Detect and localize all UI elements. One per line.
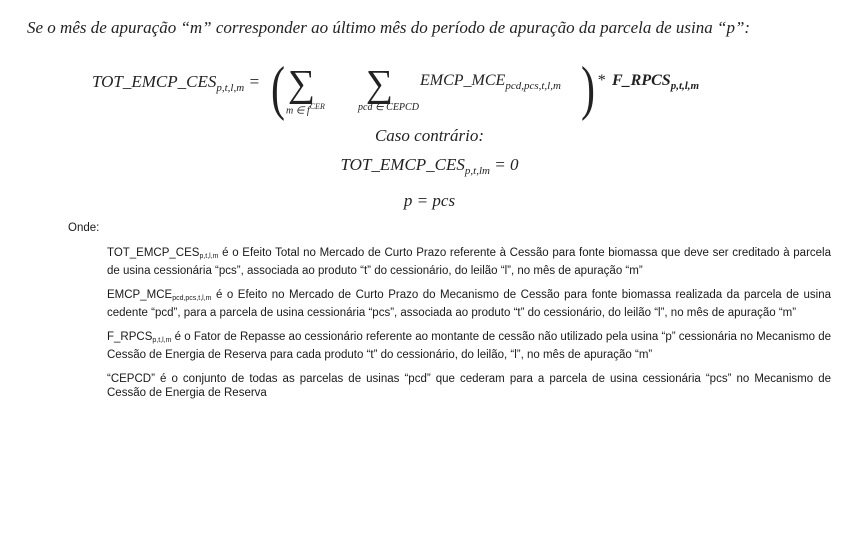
sum-symbol-1: ∑ [288,63,316,105]
formula-lhs: $TOT\_EMCP\_CES_{p,t,l,m}$ = [92,72,260,94]
formula-p-equals-pcs: p = pcs [403,191,456,210]
formula-term: $EMCP\_MCE_{pcd,pcs,t,l,m}$ [420,72,561,92]
sum1-subscript: m ∈ $f^{CER}$ [286,102,325,117]
sum2-subscript: pcd ∈ CEPCD [358,102,419,113]
multiply-sign: * [597,72,605,89]
open-paren: ( [270,55,285,121]
definition-item: $EMCP\_MCE_{pcd,pcs,t,l,m}$ é o Efeito no Mercado de Curto Prazo do Mecanismo de Cessão para fonte biomassa realizada da parcela de usina cedente “pcd”, para a parcela de usina cessionária “pcs”, associada ao produto “t” do cessionário, do leilão “l”, no mês de apuração “m” [107,289,831,319]
formula-else: $TOT\_EMCP\_CES_{p,t,lm} = 0$ [340,155,519,177]
definition-item: $F\_RPCS_{p,t,l,m}$ é o Fator de Repasse ao cessionário referente ao montante de cessão não utilizado pela usina “p” cessionária no Mecanismo de Cessão de Energia de Reserva para cada produto “t” do cessionário, do leilão, “l”, no mês de apuração “m” [107,331,831,361]
definition-item: “CEPCD” é o conjunto de todas as parcelas de usinas “pcd” que cederam para a parcela de usina cessionária “pcs” no Mecanismo de Cessão de Energia de Reserva [107,373,831,399]
close-paren: ) [580,55,595,121]
clipped-area [100,412,840,426]
definition-item: $TOT\_EMCP\_CES_{p,t,l,m}$ é o Efeito Total no Mercado de Curto Prazo referente à Cessão para fonte biomassa que deve ser creditado à parcela de usina cessionária “pcs”, associada ao produto “t” do cessionário, do leilão “l”, no mês de apuração “m” [107,247,831,277]
onde-label: Onde: [68,222,100,234]
else-label: Caso contrário: [374,126,485,145]
formula-factor: $F\_RPCS_{p,t,l,m}$ [612,72,700,92]
definitions-list [107,246,831,410]
formula-total-emcp-ces [90,56,790,126]
condition-text: Se o mês de apuração “m” corresponder ao último mês do período de apuração da parcela de usina “p”: [27,18,751,37]
sum-symbol-2: ∑ [366,63,394,105]
